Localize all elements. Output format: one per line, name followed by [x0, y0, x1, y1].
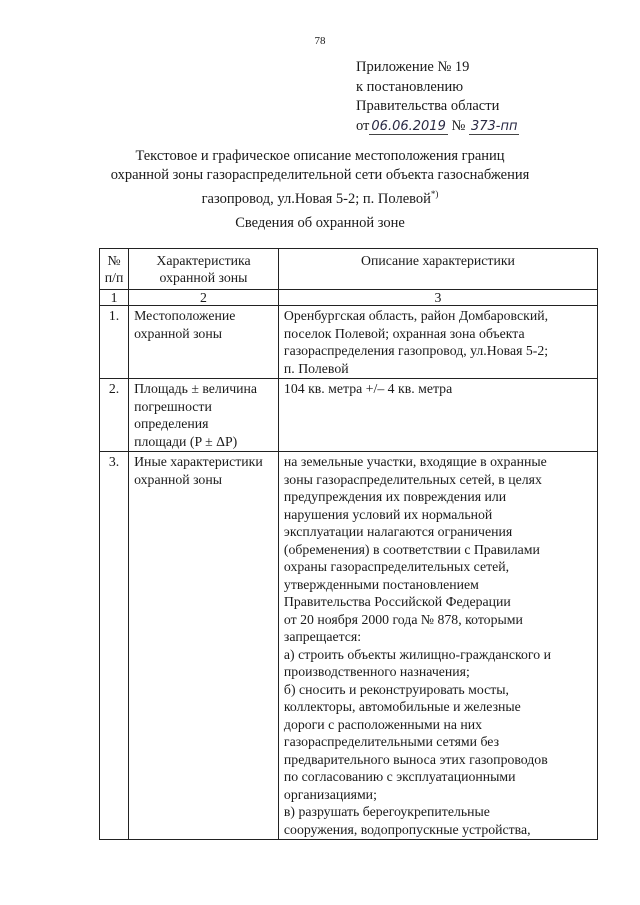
appendix-date-line	[356, 117, 519, 137]
row-description	[278, 306, 597, 379]
title-line-1: Текстовое и графическое описание местоположения границ	[135, 148, 505, 164]
description-line: газораспределения газопровод, ул.Новая 5-2;	[283, 343, 549, 358]
page-number: 78	[314, 35, 326, 47]
description-line: 104 кв. метра +/– 4 кв. метра	[283, 381, 453, 396]
characteristic-line: погрешности	[134, 398, 212, 414]
document-title	[80, 147, 560, 209]
description-line: в) разрушать берегоукрепительные	[283, 804, 490, 819]
column-index: 3	[278, 290, 597, 306]
description-line: предупреждения их повреждения или	[283, 489, 507, 504]
appendix-line-1: Приложение № 19	[356, 59, 470, 75]
header-description: Описание характеристики	[278, 249, 597, 290]
characteristic-line: охранной зоны	[134, 471, 222, 487]
description-line: утвержденными постановлением	[283, 576, 479, 592]
column-index: 2	[129, 290, 279, 306]
row-characteristic	[129, 452, 279, 840]
row-characteristic	[129, 306, 279, 379]
title-line-3-text: газопровод, ул.Новая 5-2; п. Полевой	[201, 190, 431, 207]
characteristic-line: Площадь ± величина	[134, 381, 258, 396]
description-line: зоны газораспределительных сетей, в целях	[283, 471, 542, 487]
description-line: сооружения, водопропускные устройства,	[283, 821, 531, 837]
description-line: эксплуатации налагаются ограничения	[283, 524, 513, 539]
description-line: организациями;	[283, 786, 377, 802]
description-line: производственного назначения;	[283, 664, 470, 679]
description-line: (обременения) в соответствии с Правилами	[283, 541, 540, 557]
header-num-line: п/п	[104, 270, 124, 285]
description-line: дороги с расположенными на них	[283, 716, 483, 732]
header-characteristic-line: Характеристика	[156, 253, 251, 268]
description-line: коллекторы, автомобильные и железные	[283, 699, 521, 714]
description-line: Оренбургская область, район Домбаровский,	[283, 308, 549, 323]
header-num-line: №	[107, 253, 121, 268]
description-line: запрещается:	[283, 629, 362, 644]
characteristic-line: охранной зоны	[134, 325, 222, 341]
description-line: Правительства Российской Федерации	[283, 594, 511, 609]
header-num	[100, 249, 129, 290]
description-line: б) сносить и реконструировать мосты,	[283, 681, 509, 697]
description-line: по согласованию с эксплуатационными	[283, 769, 516, 784]
table-row	[100, 452, 598, 840]
column-index: 1	[100, 290, 129, 306]
characteristic-line: Иные характеристики	[134, 454, 263, 469]
description-line: предварительного выноса этих газопроводов	[283, 751, 548, 767]
row-number: 1.	[100, 306, 129, 379]
description-line: поселок Полевой; охранная зона объекта	[283, 325, 525, 341]
appendix-line-2: к постановлению	[356, 78, 464, 95]
appendix-line-3: Правительства области	[356, 98, 500, 114]
table-row	[100, 306, 598, 379]
handwritten-number: 373-пп	[470, 118, 518, 134]
appendix-header	[356, 58, 519, 136]
description-line: от 20 ноября 2000 года № 878, которыми	[283, 611, 523, 627]
protection-zone-table	[99, 248, 598, 840]
table-header-row	[100, 249, 598, 290]
characteristic-line: определения	[134, 416, 209, 431]
section-subtitle: Сведения об охранной зоне	[235, 215, 405, 231]
table-row	[100, 379, 598, 452]
description-line: а) строить объекты жилищно-гражданского и	[283, 646, 551, 662]
row-description	[278, 379, 597, 452]
header-characteristic	[129, 249, 279, 290]
description-line: газораспределительными сетями без	[283, 734, 500, 749]
description-line: на земельные участки, входящие в охранные	[283, 454, 547, 469]
handwritten-date: 06.06.2019	[371, 118, 446, 134]
title-line-3	[80, 185, 560, 209]
footnote-mark: *)	[430, 189, 439, 199]
header-characteristic-line: охранной зоны	[159, 270, 248, 285]
description-line: п. Полевой	[283, 360, 349, 376]
characteristic-line: площади (P ± ΔP)	[134, 433, 238, 449]
row-number: 3.	[100, 452, 129, 840]
row-number: 2.	[100, 379, 129, 452]
title-line-2: охранной зоны газораспределительной сети объекта газоснабжения	[110, 167, 530, 183]
description-line: охраны газораспределительных сетей,	[283, 559, 510, 574]
characteristic-line: Местоположение	[134, 308, 236, 323]
row-description	[278, 452, 597, 840]
description-line: нарушения условий их нормальной	[283, 506, 493, 522]
column-index-row	[100, 290, 598, 306]
number-prefix: №	[451, 117, 466, 134]
date-prefix: от	[356, 117, 370, 134]
row-characteristic	[129, 379, 279, 452]
